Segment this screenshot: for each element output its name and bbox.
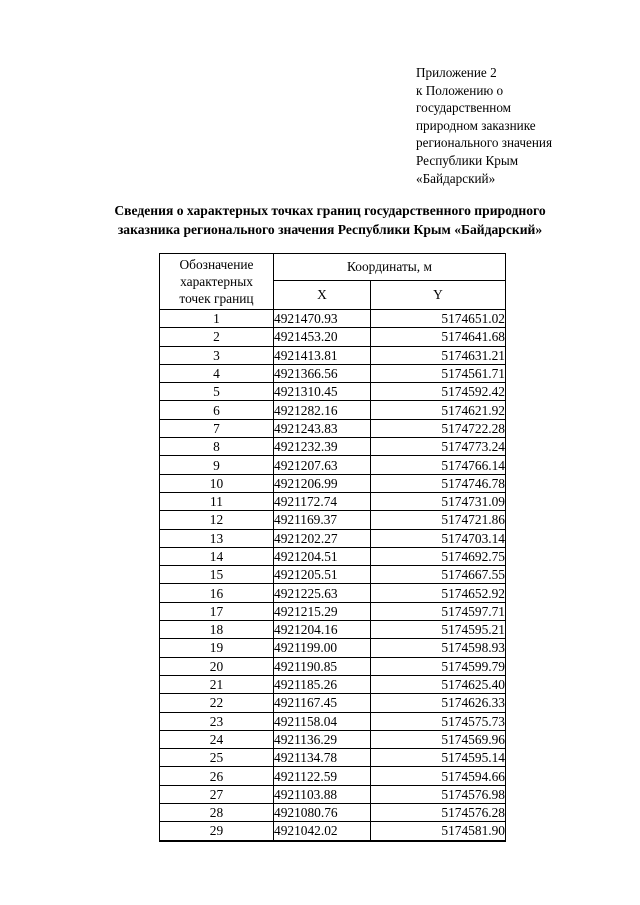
table-row (160, 456, 506, 474)
x-coordinate-cell: 4921204.16 (274, 621, 371, 639)
point-number-cell: 18 (160, 621, 274, 639)
point-number-cell: 20 (160, 657, 274, 675)
table-row (160, 584, 506, 602)
x-coordinate-cell: 4921136.29 (274, 730, 371, 748)
header-designation-line: характерных (180, 274, 253, 289)
x-coordinate-cell: 4921103.88 (274, 785, 371, 803)
x-coordinate-cell: 4921167.45 (274, 694, 371, 712)
table-row (160, 657, 506, 675)
header-designation (160, 254, 274, 310)
y-coordinate-cell: 5174581.90 (371, 822, 506, 841)
y-coordinate-cell: 5174766.14 (371, 456, 506, 474)
y-coordinate-cell: 5174651.02 (371, 310, 506, 328)
point-number-cell: 12 (160, 511, 274, 529)
x-coordinate-cell: 4921158.04 (274, 712, 371, 730)
table-row (160, 621, 506, 639)
table-row (160, 749, 506, 767)
y-coordinate-cell: 5174692.75 (371, 547, 506, 565)
point-number-cell: 4 (160, 364, 274, 382)
heading-line-1: Сведения о характерных точках границ государственного природного (114, 203, 546, 218)
y-coordinate-cell: 5174592.42 (371, 383, 506, 401)
y-coordinate-cell: 5174631.21 (371, 346, 506, 364)
table-row (160, 401, 506, 419)
point-number-cell: 17 (160, 602, 274, 620)
table-row (160, 529, 506, 547)
y-coordinate-cell: 5174703.14 (371, 529, 506, 547)
table-row (160, 383, 506, 401)
point-number-cell: 1 (160, 310, 274, 328)
header-y: Y (371, 281, 506, 310)
appendix-line: природном заказнике (416, 117, 536, 133)
x-coordinate-cell: 4921190.85 (274, 657, 371, 675)
point-number-cell: 28 (160, 804, 274, 822)
x-coordinate-cell: 4921202.27 (274, 529, 371, 547)
y-coordinate-cell: 5174595.21 (371, 621, 506, 639)
point-number-cell: 8 (160, 438, 274, 456)
x-coordinate-cell: 4921207.63 (274, 456, 371, 474)
y-coordinate-cell: 5174576.28 (371, 804, 506, 822)
header-x: X (274, 281, 371, 310)
appendix-note (416, 64, 616, 187)
y-coordinate-cell: 5174721.86 (371, 511, 506, 529)
y-coordinate-cell: 5174561.71 (371, 364, 506, 382)
y-coordinate-cell: 5174667.55 (371, 566, 506, 584)
table-row (160, 492, 506, 510)
table-row (160, 438, 506, 456)
table-row (160, 804, 506, 822)
y-coordinate-cell: 5174597.71 (371, 602, 506, 620)
x-coordinate-cell: 4921172.74 (274, 492, 371, 510)
table-row (160, 474, 506, 492)
table-row (160, 675, 506, 693)
appendix-line: Республики Крым (416, 152, 519, 168)
x-coordinate-cell: 4921225.63 (274, 584, 371, 602)
x-coordinate-cell: 4921199.00 (274, 639, 371, 657)
x-coordinate-cell: 4921205.51 (274, 566, 371, 584)
table-row (160, 822, 506, 841)
table-row (160, 310, 506, 328)
table-row (160, 346, 506, 364)
x-coordinate-cell: 4921080.76 (274, 804, 371, 822)
appendix-line: «Байдарский» (416, 170, 496, 186)
x-coordinate-cell: 4921215.29 (274, 602, 371, 620)
table-row (160, 566, 506, 584)
appendix-line: регионального значения (416, 135, 553, 151)
header-coordinates: Координаты, м (274, 254, 506, 281)
y-coordinate-cell: 5174595.14 (371, 749, 506, 767)
x-coordinate-cell: 4921122.59 (274, 767, 371, 785)
point-number-cell: 23 (160, 712, 274, 730)
table-body (160, 310, 506, 841)
y-coordinate-cell: 5174569.96 (371, 730, 506, 748)
x-coordinate-cell: 4921243.83 (274, 419, 371, 437)
point-number-cell: 21 (160, 675, 274, 693)
x-coordinate-cell: 4921042.02 (274, 822, 371, 841)
point-number-cell: 29 (160, 822, 274, 841)
table-row (160, 511, 506, 529)
y-coordinate-cell: 5174722.28 (371, 419, 506, 437)
table-row (160, 767, 506, 785)
y-coordinate-cell: 5174626.33 (371, 694, 506, 712)
x-coordinate-cell: 4921169.37 (274, 511, 371, 529)
point-number-cell: 14 (160, 547, 274, 565)
point-number-cell: 15 (160, 566, 274, 584)
x-coordinate-cell: 4921206.99 (274, 474, 371, 492)
table-row (160, 419, 506, 437)
point-number-cell: 7 (160, 419, 274, 437)
point-number-cell: 5 (160, 383, 274, 401)
y-coordinate-cell: 5174598.93 (371, 639, 506, 657)
header-designation-line: Обозначение (179, 257, 254, 272)
x-coordinate-cell: 4921366.56 (274, 364, 371, 382)
table-row (160, 328, 506, 346)
heading-line-2: заказника регионального значения Республики Крым «Байдарский» (117, 222, 543, 237)
point-number-cell: 26 (160, 767, 274, 785)
point-number-cell: 9 (160, 456, 274, 474)
y-coordinate-cell: 5174625.40 (371, 675, 506, 693)
appendix-line: к Положению о (416, 82, 504, 98)
y-coordinate-cell: 5174594.66 (371, 767, 506, 785)
x-coordinate-cell: 4921204.51 (274, 547, 371, 565)
document-heading (60, 201, 600, 239)
point-number-cell: 13 (160, 529, 274, 547)
table-row (160, 694, 506, 712)
x-coordinate-cell: 4921310.45 (274, 383, 371, 401)
point-number-cell: 3 (160, 346, 274, 364)
table-row (160, 602, 506, 620)
point-number-cell: 25 (160, 749, 274, 767)
table-row (160, 785, 506, 803)
point-number-cell: 11 (160, 492, 274, 510)
y-coordinate-cell: 5174576.98 (371, 785, 506, 803)
table-row (160, 639, 506, 657)
y-coordinate-cell: 5174599.79 (371, 657, 506, 675)
point-number-cell: 6 (160, 401, 274, 419)
x-coordinate-cell: 4921185.26 (274, 675, 371, 693)
x-coordinate-cell: 4921413.81 (274, 346, 371, 364)
y-coordinate-cell: 5174731.09 (371, 492, 506, 510)
point-number-cell: 24 (160, 730, 274, 748)
point-number-cell: 2 (160, 328, 274, 346)
point-number-cell: 10 (160, 474, 274, 492)
y-coordinate-cell: 5174575.73 (371, 712, 506, 730)
table-row (160, 364, 506, 382)
y-coordinate-cell: 5174621.92 (371, 401, 506, 419)
point-number-cell: 22 (160, 694, 274, 712)
point-number-cell: 19 (160, 639, 274, 657)
appendix-line: Приложение 2 (416, 65, 497, 80)
x-coordinate-cell: 4921232.39 (274, 438, 371, 456)
point-number-cell: 27 (160, 785, 274, 803)
x-coordinate-cell: 4921134.78 (274, 749, 371, 767)
y-coordinate-cell: 5174746.78 (371, 474, 506, 492)
table-row (160, 547, 506, 565)
x-coordinate-cell: 4921470.93 (274, 310, 371, 328)
point-number-cell: 16 (160, 584, 274, 602)
header-designation-line: точек границ (179, 291, 254, 306)
appendix-line: государственном (416, 100, 512, 116)
table-row (160, 730, 506, 748)
y-coordinate-cell: 5174773.24 (371, 438, 506, 456)
x-coordinate-cell: 4921453.20 (274, 328, 371, 346)
y-coordinate-cell: 5174641.68 (371, 328, 506, 346)
coordinates-table (159, 253, 506, 842)
y-coordinate-cell: 5174652.92 (371, 584, 506, 602)
x-coordinate-cell: 4921282.16 (274, 401, 371, 419)
table-row (160, 712, 506, 730)
